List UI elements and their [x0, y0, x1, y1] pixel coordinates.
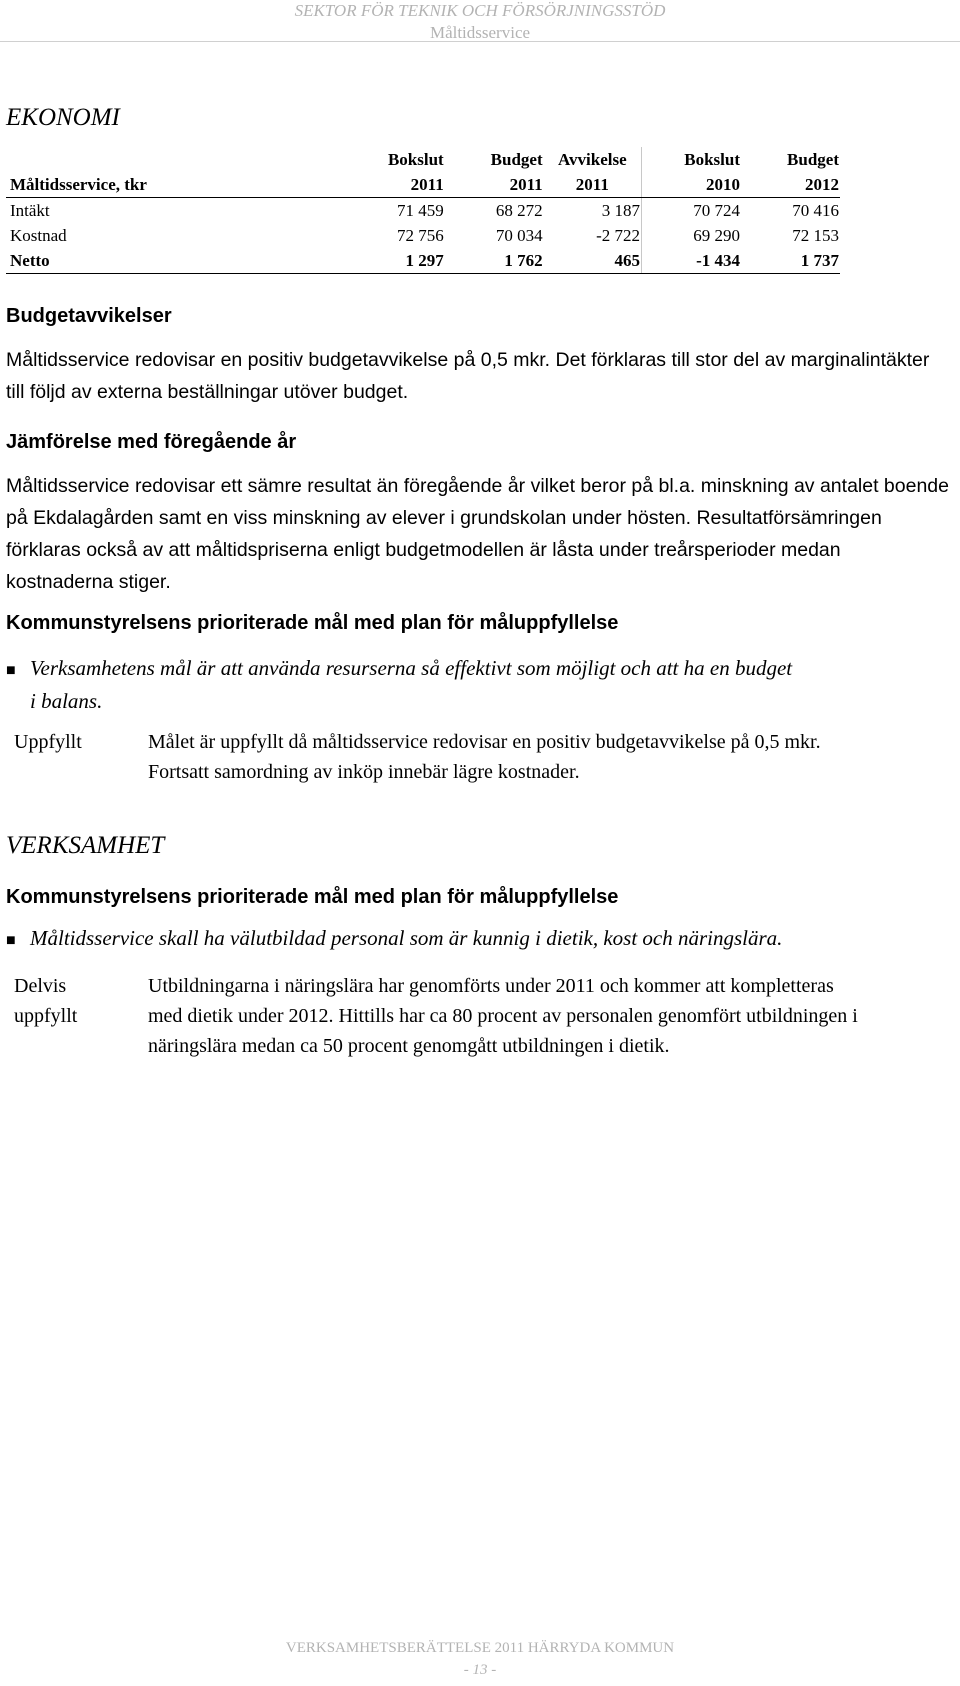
col-header-3: Bokslut 2010 [642, 147, 742, 198]
footer-title: VERKSAMHETSBERÄTTELSE 2011 HÄRRYDA KOMMUN [285, 1640, 675, 1656]
comparison-heading: Jämförelse med föregående år [6, 431, 297, 453]
header-unit: Måltidsservice [429, 23, 531, 42]
header-divider [0, 41, 960, 42]
col-header-0: Bokslut 2011 [346, 147, 445, 198]
budget-deviation-heading: Budgetavvikelser [6, 305, 172, 327]
col-header-2: Avvikelse 2011 [544, 147, 642, 198]
cell: 72 756 [396, 226, 444, 245]
bullet-icon: ■ [6, 662, 16, 679]
row-label: Kostnad [10, 226, 67, 245]
cell: 70 034 [495, 226, 543, 245]
financial-table [6, 147, 840, 274]
goal-statement [6, 653, 950, 716]
cell: -2 722 [544, 223, 642, 248]
goal-section-heading: Kommunstyrelsens prioriterade mål med plan för måluppfyllelse [6, 612, 619, 634]
comparison-text: Måltidsservice redovisar ett sämre resultat än föregående år vilket beror på bl.a. minskning av antalet boende på Ekdalagården samt en viss minskning av elever i grundskolan under hösten. Resultatförsämringen förklaras också av att måltidspriserna enligt budgetmodellen är låsta under treårsperioder medan kostnaderna stiger. [6, 475, 949, 593]
header-sector: SEKTOR FÖR TEKNIK OCH FÖRSÖRJNINGSSTÖD [294, 1, 666, 20]
cell: 1 737 [741, 248, 840, 274]
cell: 68 272 [495, 201, 543, 220]
cell: 1 762 [445, 248, 544, 274]
page-header [0, 0, 960, 44]
cell: 69 290 [693, 226, 741, 245]
bullet-icon: ■ [6, 932, 16, 949]
cell: 1 297 [346, 248, 445, 274]
goal-status-text-2: Utbildningarna i näringslära har genomförts under 2011 och kommer att kompletteras med dietik under 2012. Hittills har ca 80 procent av personalen genomfört utbildningen i näringslära medan ca 50 procent genomgått utbildningen i dietik. [148, 975, 858, 1057]
goal-status: Uppfyllt [14, 731, 82, 753]
goal-statement-2 [6, 923, 950, 956]
table-row-total [6, 248, 840, 274]
cell: 465 [544, 248, 642, 274]
table-row [6, 198, 840, 224]
row-label: Netto [6, 248, 346, 274]
economy-heading: EKONOMI [6, 104, 120, 131]
goal-text-line1: Verksamhetens mål är att använda resurserna så effektivt som möjligt och att ha en budget [30, 656, 793, 680]
cell: 71 459 [396, 201, 444, 220]
col-header-1: Budget 2011 [445, 147, 544, 198]
operations-heading: VERKSAMHET [6, 832, 165, 859]
cell: 72 153 [792, 226, 839, 245]
table-row [6, 223, 840, 248]
table-header-row [6, 147, 840, 198]
row-label: Intäkt [10, 201, 50, 220]
goal-text-line2: i balans. [30, 689, 103, 713]
cell: -1 434 [642, 248, 742, 274]
goal-section-heading-2: Kommunstyrelsens prioriterade mål med plan för måluppfyllelse [6, 886, 619, 908]
goal-text-line1: Måltidsservice skall ha välutbildad personal som är kunnig i dietik, kost och näringslära. [30, 926, 783, 950]
col-header-4: Budget 2012 [741, 147, 840, 198]
cell: 70 724 [693, 201, 741, 220]
goal-status-text: Målet är uppfyllt då måltidsservice redovisar en positiv budgetavvikelse på 0,5 mkr. Fortsatt samordning av inköp innebär lägre kostnader. [148, 731, 821, 783]
budget-deviation-text: Måltidsservice redovisar en positiv budgetavvikelse på 0,5 mkr. Det förklaras till stor del av marginalintäkter till följd av externa beställningar utöver budget. [6, 349, 930, 403]
cell: 70 416 [792, 201, 839, 220]
goal-status-2: Delvis uppfyllt [14, 975, 78, 1027]
page-number: - 13 - [463, 1662, 497, 1678]
cell: 3 187 [544, 198, 642, 224]
table-label-header: Måltidsservice, tkr [6, 147, 346, 198]
